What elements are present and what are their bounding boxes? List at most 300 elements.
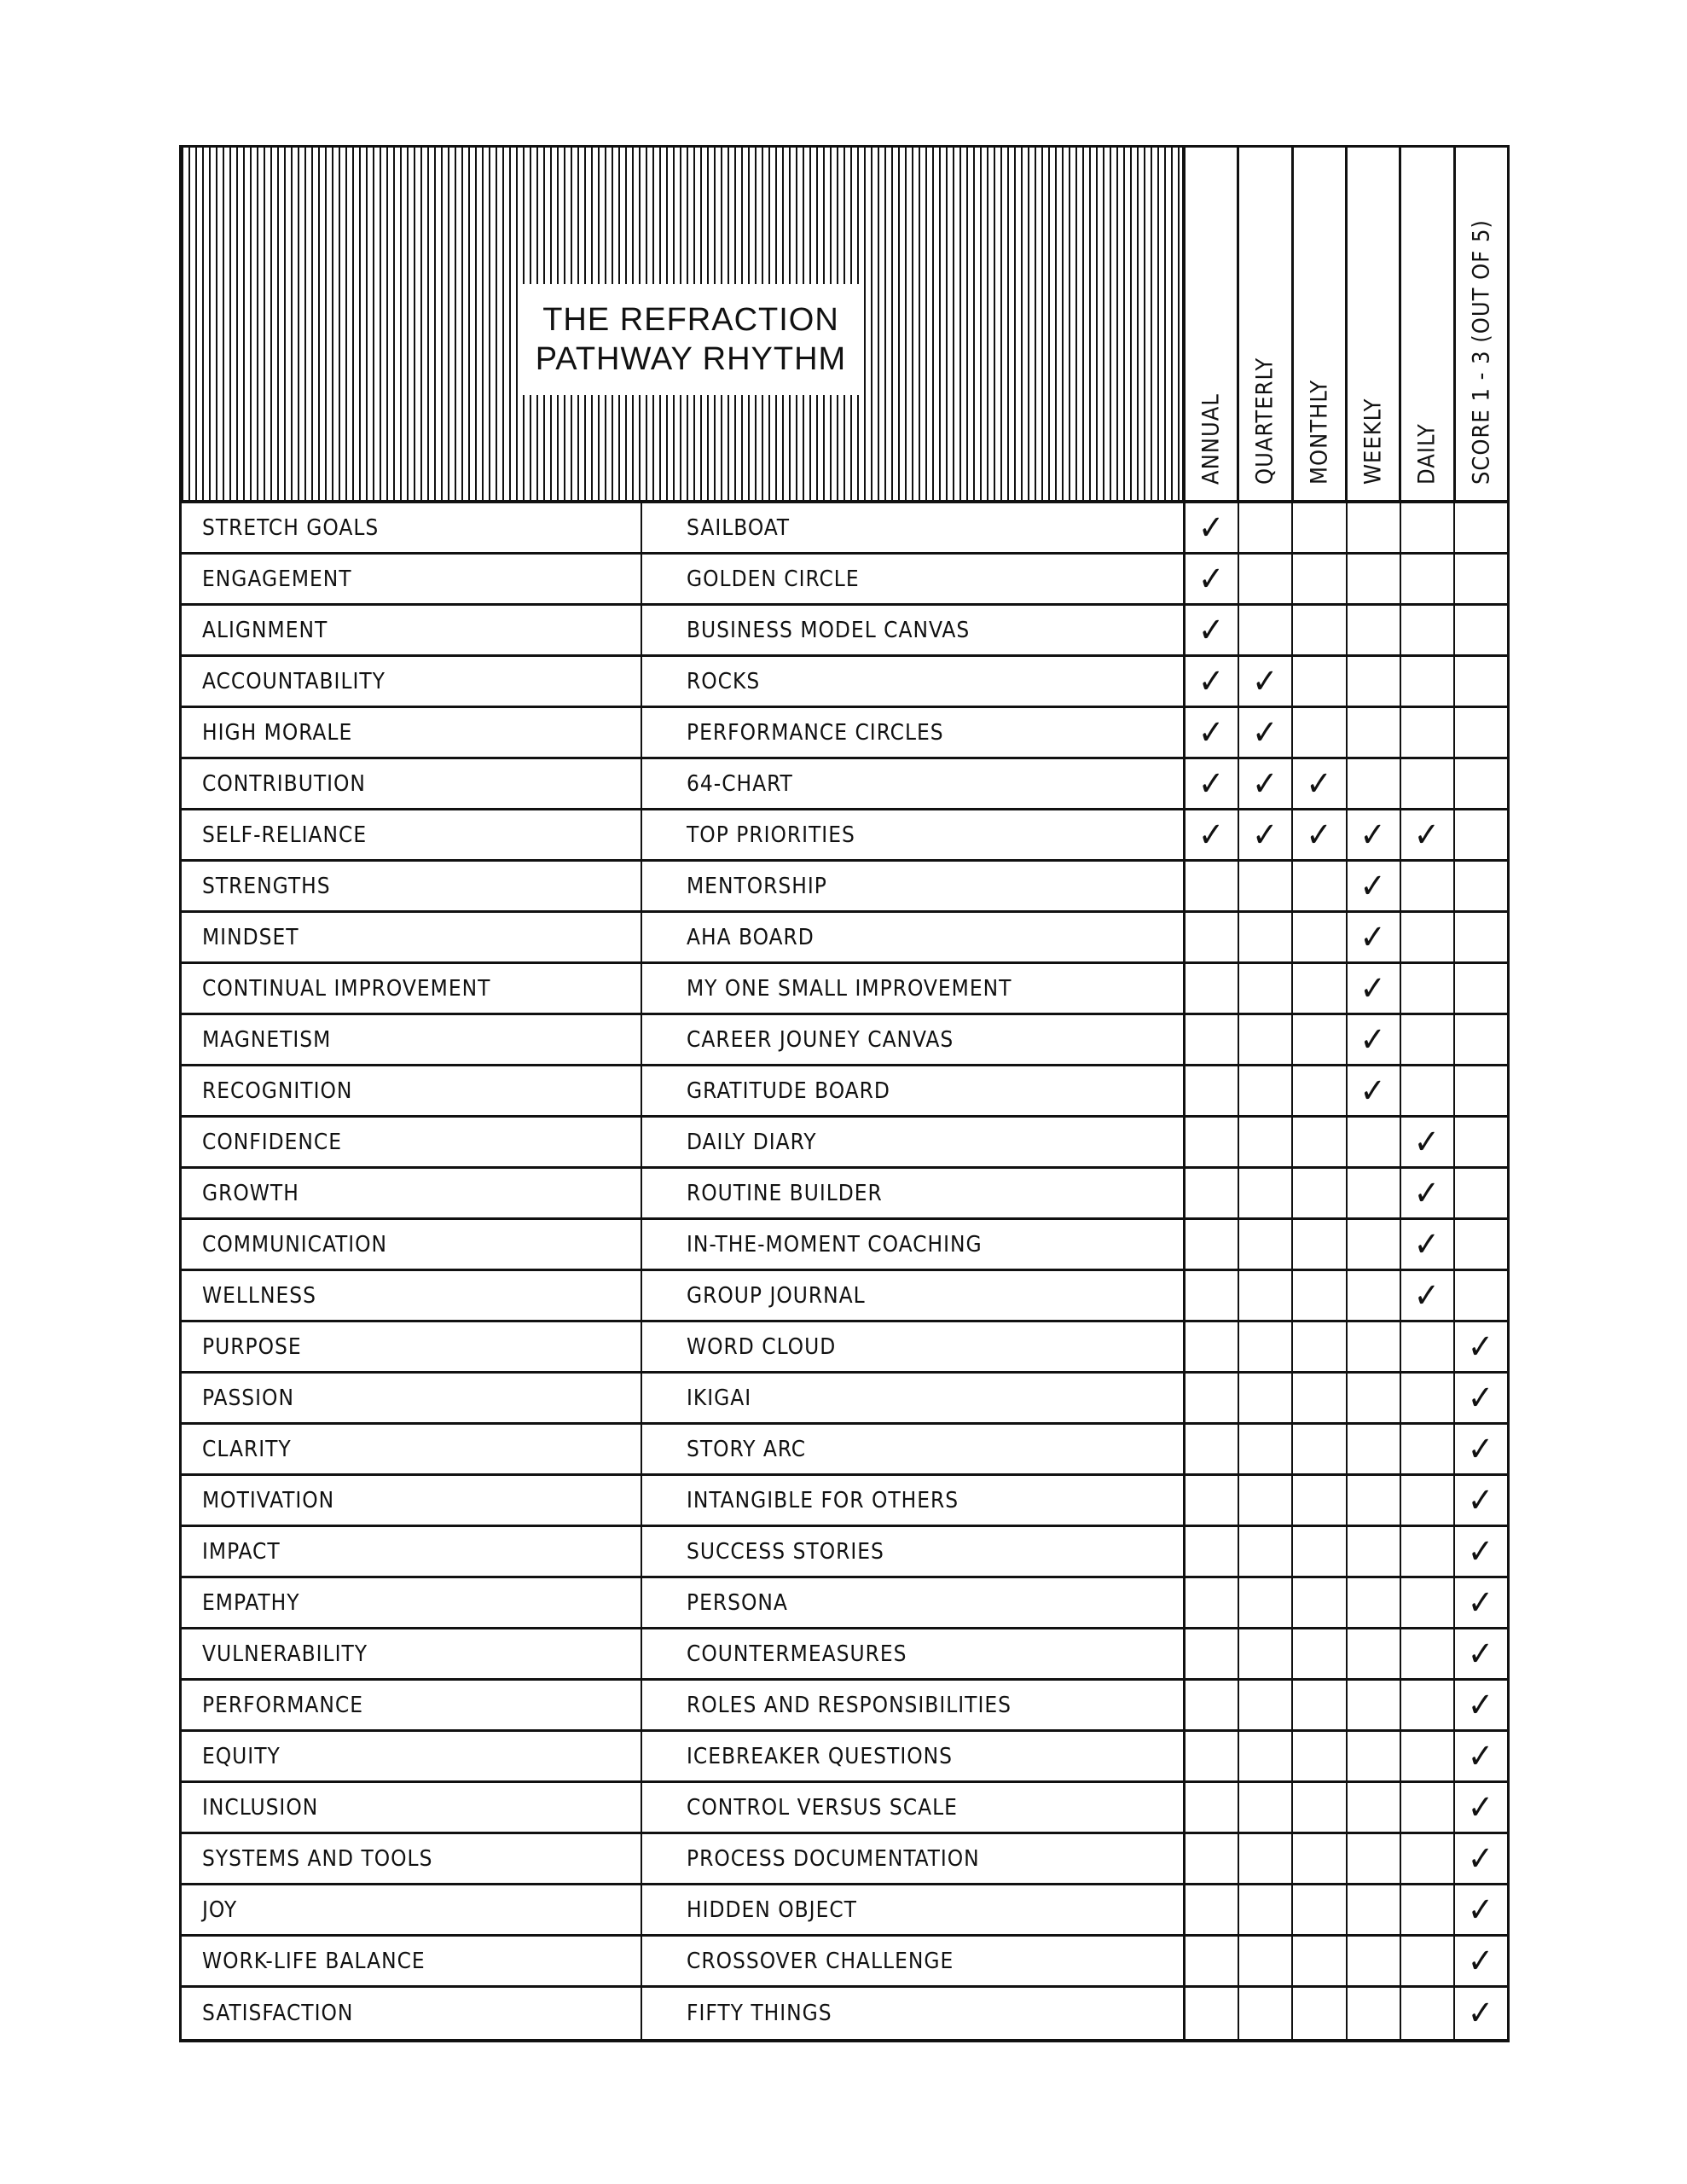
- column-header: [1291, 148, 1345, 500]
- empty-check-cell: [1400, 1374, 1453, 1422]
- empty-check-cell: [1453, 862, 1507, 910]
- goal-cell: EMPATHY: [182, 1578, 642, 1627]
- empty-check-cell: [1186, 964, 1238, 1013]
- column-header-label: ANNUAL: [1197, 393, 1225, 485]
- check-cells: [1186, 1681, 1507, 1729]
- checkmark-icon: ✓: [1198, 559, 1226, 599]
- table-row: [182, 862, 1507, 913]
- check-cells: [1186, 1578, 1507, 1627]
- tool-cell: AHA BOARD: [642, 913, 1186, 961]
- empty-check-cell: [1453, 503, 1507, 552]
- empty-check-cell: [1453, 1271, 1507, 1320]
- empty-check-cell: [1346, 1374, 1400, 1422]
- column-header: [1453, 148, 1507, 500]
- goal-cell: CLARITY: [182, 1425, 642, 1473]
- goal-cell: WELLNESS: [182, 1271, 642, 1320]
- empty-check-cell: [1400, 1527, 1453, 1576]
- empty-check-cell: [1346, 1783, 1400, 1832]
- table-row: [182, 1169, 1507, 1220]
- tool-cell: PERFORMANCE CIRCLES: [642, 708, 1186, 757]
- checkmark-icon: ✓: [1400, 1271, 1453, 1320]
- table-row: [182, 1732, 1507, 1783]
- empty-check-cell: [1186, 913, 1238, 961]
- empty-check-cell: [1291, 913, 1345, 961]
- empty-check-cell: [1346, 1629, 1400, 1678]
- empty-check-cell: [1400, 503, 1453, 552]
- table-row: [182, 810, 1507, 862]
- empty-check-cell: [1186, 1629, 1238, 1678]
- empty-check-cell: [1238, 1527, 1291, 1576]
- empty-check-cell: [1291, 1732, 1345, 1780]
- empty-check-cell: [1238, 862, 1291, 910]
- table-row: [182, 1271, 1507, 1322]
- empty-check-cell: [1238, 913, 1291, 961]
- empty-check-cell: [1400, 862, 1453, 910]
- table-row: [182, 555, 1507, 606]
- empty-check-cell: [1291, 862, 1345, 910]
- column-header: [1237, 148, 1290, 500]
- table-row: [182, 657, 1507, 708]
- tool-cell: GOLDEN CIRCLE: [642, 555, 1186, 603]
- empty-check-cell: [1291, 964, 1345, 1013]
- empty-check-cell: [1291, 708, 1345, 757]
- goal-cell: PASSION: [182, 1374, 642, 1422]
- empty-check-cell: [1400, 1015, 1453, 1064]
- tool-cell: ROLES AND RESPONSIBILITIES: [642, 1681, 1186, 1729]
- table-row: [182, 1527, 1507, 1578]
- empty-check-cell: [1346, 1834, 1400, 1883]
- table-row: [182, 1118, 1507, 1169]
- empty-check-cell: [1346, 1118, 1400, 1166]
- check-cells: [1186, 862, 1507, 910]
- empty-check-cell: [1346, 555, 1400, 603]
- empty-check-cell: [1400, 555, 1453, 603]
- goal-cell: RECOGNITION: [182, 1066, 642, 1115]
- check-cells: [1186, 810, 1507, 859]
- column-header-label: WEEKLY: [1359, 398, 1387, 485]
- checkmark-icon: ✓: [1453, 1681, 1507, 1729]
- checkmark-icon: ✓: [1400, 1220, 1453, 1269]
- check-cells: [1186, 555, 1507, 603]
- checkmark-icon: ✓: [1198, 815, 1226, 855]
- goal-cell: VULNERABILITY: [182, 1629, 642, 1678]
- checkmark-icon: ✓: [1198, 661, 1226, 701]
- checkmark-icon: ✓: [1346, 862, 1400, 910]
- goal-cell: HIGH MORALE: [182, 708, 642, 757]
- empty-check-cell: [1400, 1681, 1453, 1729]
- checkmark-icon: ✓: [1198, 712, 1226, 752]
- column-header-label: DAILY: [1413, 423, 1441, 485]
- check-cells: [1186, 913, 1507, 961]
- check-cells: [1186, 1118, 1507, 1166]
- empty-check-cell: [1238, 1476, 1291, 1525]
- empty-check-cell: [1186, 1015, 1238, 1064]
- check-cells: [1186, 503, 1507, 552]
- empty-check-cell: [1400, 1988, 1453, 2039]
- empty-check-cell: [1238, 1681, 1291, 1729]
- empty-check-cell: [1238, 1220, 1291, 1269]
- checkmark-icon: ✓: [1453, 1834, 1507, 1883]
- check-cells: [1186, 1988, 1507, 2039]
- empty-check-cell: [1291, 606, 1345, 654]
- tool-cell: IN-THE-MOMENT COACHING: [642, 1220, 1186, 1269]
- goal-cell: ACCOUNTABILITY: [182, 657, 642, 706]
- empty-check-cell: [1400, 913, 1453, 961]
- empty-check-cell: [1291, 503, 1345, 552]
- check-cells: [1186, 1374, 1507, 1422]
- tool-cell: 64-CHART: [642, 759, 1186, 808]
- empty-check-cell: [1291, 1118, 1345, 1166]
- empty-check-cell: [1453, 1015, 1507, 1064]
- tool-cell: ROCKS: [642, 657, 1186, 706]
- checkmark-icon: ✓: [1291, 810, 1345, 859]
- goal-cell: SELF-RELIANCE: [182, 810, 642, 859]
- check-cells: [1186, 1783, 1507, 1832]
- tool-cell: IKIGAI: [642, 1374, 1186, 1422]
- empty-check-cell: [1291, 1374, 1345, 1422]
- empty-check-cell: [1453, 657, 1507, 706]
- table-row: [182, 1220, 1507, 1271]
- empty-check-cell: [1238, 1885, 1291, 1934]
- empty-check-cell: [1346, 1322, 1400, 1371]
- check-cells: [1186, 657, 1507, 706]
- table-row: [182, 759, 1507, 810]
- tool-cell: DAILY DIARY: [642, 1118, 1186, 1166]
- empty-check-cell: [1453, 1066, 1507, 1115]
- check-cells: [1186, 1015, 1507, 1064]
- checkmark-icon: ✓: [1198, 508, 1226, 548]
- goal-cell: ALIGNMENT: [182, 606, 642, 654]
- empty-check-cell: [1400, 1834, 1453, 1883]
- checkmark-icon: ✓: [1238, 810, 1291, 859]
- goal-cell: SATISFACTION: [182, 1988, 642, 2039]
- tool-cell: CONTROL VERSUS SCALE: [642, 1783, 1186, 1832]
- empty-check-cell: [1400, 1937, 1453, 1985]
- goal-cell: GROWTH: [182, 1169, 642, 1217]
- table-row: [182, 1937, 1507, 1988]
- empty-check-cell: [1453, 964, 1507, 1013]
- empty-check-cell: [1238, 1118, 1291, 1166]
- goal-cell: WORK-LIFE BALANCE: [182, 1937, 642, 1985]
- checkmark-icon: ✓: [1453, 1629, 1507, 1678]
- empty-check-cell: [1453, 1169, 1507, 1217]
- empty-check-cell: [1453, 913, 1507, 961]
- empty-check-cell: [1186, 1937, 1238, 1985]
- empty-check-cell: [1453, 1118, 1507, 1166]
- empty-check-cell: [1291, 1681, 1345, 1729]
- checkmark-icon: ✓: [1400, 1118, 1453, 1166]
- checkmark-icon: ✓: [1453, 1374, 1507, 1422]
- empty-check-cell: [1291, 1629, 1345, 1678]
- empty-check-cell: [1346, 657, 1400, 706]
- empty-check-cell: [1291, 1476, 1345, 1525]
- tool-cell: CAREER JOUNEY CANVAS: [642, 1015, 1186, 1064]
- empty-check-cell: [1346, 1732, 1400, 1780]
- tool-cell: GROUP JOURNAL: [642, 1271, 1186, 1320]
- column-header: [1186, 148, 1237, 500]
- empty-check-cell: [1346, 1937, 1400, 1985]
- empty-check-cell: [1400, 657, 1453, 706]
- column-header-label: QUARTERLY: [1251, 357, 1278, 485]
- empty-check-cell: [1291, 1527, 1345, 1576]
- empty-check-cell: [1346, 708, 1400, 757]
- checkmark-icon: ✓: [1346, 1066, 1400, 1115]
- empty-check-cell: [1291, 1425, 1345, 1473]
- column-headers: [1186, 148, 1507, 500]
- empty-check-cell: [1346, 606, 1400, 654]
- checkmark-icon: ✓: [1346, 913, 1400, 961]
- empty-check-cell: [1186, 1220, 1238, 1269]
- check-cells: [1186, 964, 1507, 1013]
- column-header-label: SCORE 1 - 3 (OUT OF 5): [1468, 219, 1495, 485]
- checkmark-icon: ✓: [1346, 1015, 1400, 1064]
- goal-cell: ENGAGEMENT: [182, 555, 642, 603]
- empty-check-cell: [1238, 1937, 1291, 1985]
- table-row: [182, 708, 1507, 759]
- empty-check-cell: [1346, 1885, 1400, 1934]
- empty-check-cell: [1186, 1578, 1238, 1627]
- title-box: [520, 284, 861, 395]
- tool-cell: MY ONE SMALL IMPROVEMENT: [642, 964, 1186, 1013]
- table-body: [179, 503, 1510, 2042]
- table-row: [182, 1629, 1507, 1681]
- empty-check-cell: [1453, 759, 1507, 808]
- table-row: [182, 503, 1507, 555]
- empty-check-cell: [1291, 1834, 1345, 1883]
- empty-check-cell: [1186, 1271, 1238, 1320]
- table-row: [182, 1783, 1507, 1834]
- table-row: [182, 1885, 1507, 1937]
- tool-cell: BUSINESS MODEL CANVAS: [642, 606, 1186, 654]
- empty-check-cell: [1291, 657, 1345, 706]
- empty-check-cell: [1186, 1834, 1238, 1883]
- goal-cell: EQUITY: [182, 1732, 642, 1780]
- table-row: [182, 1834, 1507, 1885]
- table-row: [182, 1988, 1507, 2039]
- table-row: [182, 1681, 1507, 1732]
- empty-check-cell: [1238, 1834, 1291, 1883]
- empty-check-cell: [1346, 1220, 1400, 1269]
- empty-check-cell: [1453, 606, 1507, 654]
- empty-check-cell: [1186, 1322, 1238, 1371]
- check-cells: [1186, 1937, 1507, 1985]
- empty-check-cell: [1186, 1681, 1238, 1729]
- checkmark-icon: ✓: [1346, 964, 1400, 1013]
- empty-check-cell: [1400, 759, 1453, 808]
- empty-check-cell: [1400, 1578, 1453, 1627]
- empty-check-cell: [1186, 1783, 1238, 1832]
- empty-check-cell: [1346, 1476, 1400, 1525]
- empty-check-cell: [1346, 1681, 1400, 1729]
- empty-check-cell: [1291, 1169, 1345, 1217]
- goal-cell: MAGNETISM: [182, 1015, 642, 1064]
- empty-check-cell: [1238, 1629, 1291, 1678]
- check-cells: [1186, 1527, 1507, 1576]
- check-cells: [1186, 1322, 1507, 1371]
- check-cells: [1186, 606, 1507, 654]
- table-row: [182, 1015, 1507, 1066]
- table-row: [182, 1425, 1507, 1476]
- empty-check-cell: [1238, 1322, 1291, 1371]
- check-cells: [1186, 1220, 1507, 1269]
- goal-cell: CONTINUAL IMPROVEMENT: [182, 964, 642, 1013]
- tool-cell: ICEBREAKER QUESTIONS: [642, 1732, 1186, 1780]
- empty-check-cell: [1186, 1527, 1238, 1576]
- checkmark-icon: ✓: [1453, 1732, 1507, 1780]
- empty-check-cell: [1186, 1476, 1238, 1525]
- checkmark-icon: ✓: [1453, 1937, 1507, 1985]
- checkmark-icon: ✓: [1400, 1169, 1453, 1217]
- goal-cell: CONTRIBUTION: [182, 759, 642, 808]
- checkmark-icon: ✓: [1453, 1783, 1507, 1832]
- checkmark-icon: ✓: [1400, 810, 1453, 859]
- empty-check-cell: [1186, 1988, 1238, 2039]
- tool-cell: INTANGIBLE FOR OTHERS: [642, 1476, 1186, 1525]
- goal-cell: INCLUSION: [182, 1783, 642, 1832]
- empty-check-cell: [1346, 759, 1400, 808]
- goal-cell: CONFIDENCE: [182, 1118, 642, 1166]
- empty-check-cell: [1186, 862, 1238, 910]
- tool-cell: PROCESS DOCUMENTATION: [642, 1834, 1186, 1883]
- table-row: [182, 1322, 1507, 1374]
- tool-cell: CROSSOVER CHALLENGE: [642, 1937, 1186, 1985]
- empty-check-cell: [1400, 964, 1453, 1013]
- empty-check-cell: [1238, 1066, 1291, 1115]
- empty-check-cell: [1238, 1271, 1291, 1320]
- empty-check-cell: [1346, 1578, 1400, 1627]
- empty-check-cell: [1291, 1220, 1345, 1269]
- rhythm-table: [179, 145, 1510, 2042]
- checkmark-icon: ✓: [1453, 1425, 1507, 1473]
- check-cells: [1186, 708, 1507, 757]
- table-row: [182, 913, 1507, 964]
- table-row: [182, 964, 1507, 1015]
- checkmark-icon: ✓: [1198, 764, 1226, 804]
- checkmark-icon: ✓: [1453, 1322, 1507, 1371]
- tool-cell: TOP PRIORITIES: [642, 810, 1186, 859]
- checkmark-icon: ✓: [1453, 1476, 1507, 1525]
- striped-banner: [182, 148, 1186, 500]
- empty-check-cell: [1291, 1271, 1345, 1320]
- empty-check-cell: [1400, 1783, 1453, 1832]
- empty-check-cell: [1291, 1066, 1345, 1115]
- empty-check-cell: [1238, 555, 1291, 603]
- goal-cell: IMPACT: [182, 1527, 642, 1576]
- empty-check-cell: [1186, 1374, 1238, 1422]
- checkmark-icon: ✓: [1453, 1885, 1507, 1934]
- checkmark-icon: ✓: [1346, 810, 1400, 859]
- empty-check-cell: [1291, 1988, 1345, 2039]
- empty-check-cell: [1238, 503, 1291, 552]
- column-header: [1399, 148, 1452, 500]
- check-cells: [1186, 1834, 1507, 1883]
- empty-check-cell: [1186, 1169, 1238, 1217]
- empty-check-cell: [1238, 1169, 1291, 1217]
- checkmark-icon: ✓: [1238, 657, 1291, 706]
- title-line-2: PATHWAY RHYTHM: [535, 341, 847, 377]
- check-cells: [1186, 1169, 1507, 1217]
- tool-cell: FIFTY THINGS: [642, 1988, 1186, 2039]
- tool-cell: SAILBOAT: [642, 503, 1186, 552]
- empty-check-cell: [1291, 1885, 1345, 1934]
- empty-check-cell: [1346, 1425, 1400, 1473]
- table-row: [182, 1578, 1507, 1629]
- checkmark-icon: ✓: [1453, 1988, 1507, 2039]
- empty-check-cell: [1238, 1578, 1291, 1627]
- empty-check-cell: [1346, 1527, 1400, 1576]
- empty-check-cell: [1346, 1169, 1400, 1217]
- empty-check-cell: [1186, 1732, 1238, 1780]
- tool-cell: MENTORSHIP: [642, 862, 1186, 910]
- empty-check-cell: [1453, 810, 1507, 859]
- goal-cell: STRETCH GOALS: [182, 503, 642, 552]
- check-cells: [1186, 1885, 1507, 1934]
- checkmark-icon: ✓: [1238, 759, 1291, 808]
- empty-check-cell: [1291, 1783, 1345, 1832]
- check-cells: [1186, 759, 1507, 808]
- tool-cell: WORD CLOUD: [642, 1322, 1186, 1371]
- checkmark-icon: ✓: [1453, 1527, 1507, 1576]
- empty-check-cell: [1238, 1425, 1291, 1473]
- goal-cell: PERFORMANCE: [182, 1681, 642, 1729]
- empty-check-cell: [1453, 708, 1507, 757]
- column-header: [1345, 148, 1399, 500]
- empty-check-cell: [1238, 1015, 1291, 1064]
- empty-check-cell: [1400, 1629, 1453, 1678]
- checkmark-icon: ✓: [1453, 1578, 1507, 1627]
- empty-check-cell: [1291, 1937, 1345, 1985]
- tool-cell: SUCCESS STORIES: [642, 1527, 1186, 1576]
- empty-check-cell: [1291, 555, 1345, 603]
- goal-cell: JOY: [182, 1885, 642, 1934]
- goal-cell: SYSTEMS AND TOOLS: [182, 1834, 642, 1883]
- empty-check-cell: [1400, 606, 1453, 654]
- checkmark-icon: ✓: [1291, 759, 1345, 808]
- tool-cell: ROUTINE BUILDER: [642, 1169, 1186, 1217]
- empty-check-cell: [1346, 503, 1400, 552]
- empty-check-cell: [1186, 1425, 1238, 1473]
- empty-check-cell: [1400, 1322, 1453, 1371]
- table-row: [182, 1066, 1507, 1118]
- check-cells: [1186, 1629, 1507, 1678]
- empty-check-cell: [1291, 1015, 1345, 1064]
- goal-cell: PURPOSE: [182, 1322, 642, 1371]
- empty-check-cell: [1400, 1425, 1453, 1473]
- empty-check-cell: [1400, 1732, 1453, 1780]
- goal-cell: MINDSET: [182, 913, 642, 961]
- table-header: [179, 145, 1510, 503]
- empty-check-cell: [1291, 1578, 1345, 1627]
- table-row: [182, 606, 1507, 657]
- empty-check-cell: [1346, 1988, 1400, 2039]
- empty-check-cell: [1291, 1322, 1345, 1371]
- table-row: [182, 1374, 1507, 1425]
- empty-check-cell: [1186, 1885, 1238, 1934]
- goal-cell: STRENGTHS: [182, 862, 642, 910]
- empty-check-cell: [1186, 1118, 1238, 1166]
- empty-check-cell: [1238, 1374, 1291, 1422]
- tool-cell: GRATITUDE BOARD: [642, 1066, 1186, 1115]
- tool-cell: STORY ARC: [642, 1425, 1186, 1473]
- empty-check-cell: [1453, 555, 1507, 603]
- empty-check-cell: [1400, 708, 1453, 757]
- title-line-1: THE REFRACTION: [542, 302, 839, 338]
- empty-check-cell: [1453, 1220, 1507, 1269]
- goal-cell: MOTIVATION: [182, 1476, 642, 1525]
- empty-check-cell: [1238, 1732, 1291, 1780]
- check-cells: [1186, 1476, 1507, 1525]
- empty-check-cell: [1238, 1783, 1291, 1832]
